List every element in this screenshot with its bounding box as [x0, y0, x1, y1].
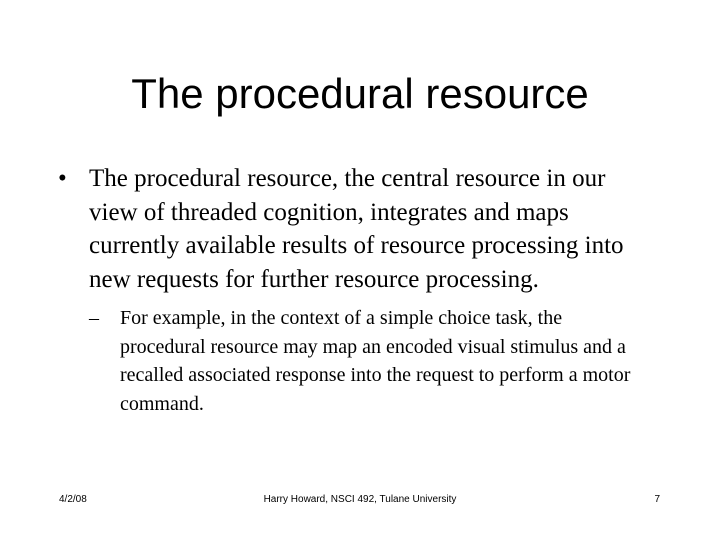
bullet-list	[58, 162, 658, 418]
bullet-item	[58, 162, 658, 418]
sub-bullet-item	[89, 304, 650, 418]
sub-bullet-text: For example, in the context of a simple choice task, the procedural resource may map an encoded visual stimulus and a recalled associated response into the request to perform a motor command.	[120, 307, 631, 415]
sub-bullet-marker: –	[89, 307, 99, 329]
footer-center-text: Harry Howard, NSCI 492, Tulane University	[263, 494, 457, 505]
slide-title: The procedural resource	[131, 70, 589, 117]
footer-date: 4/2/08	[59, 494, 87, 505]
bullet-marker: •	[58, 165, 67, 192]
sub-bullet-list	[89, 304, 658, 418]
footer-page-number: 7	[654, 494, 660, 505]
bullet-text: The procedural resource, the central resource in our view of threaded cognition, integrates and maps currently available results of resource processing into new requests for further resource processing.	[89, 165, 624, 293]
